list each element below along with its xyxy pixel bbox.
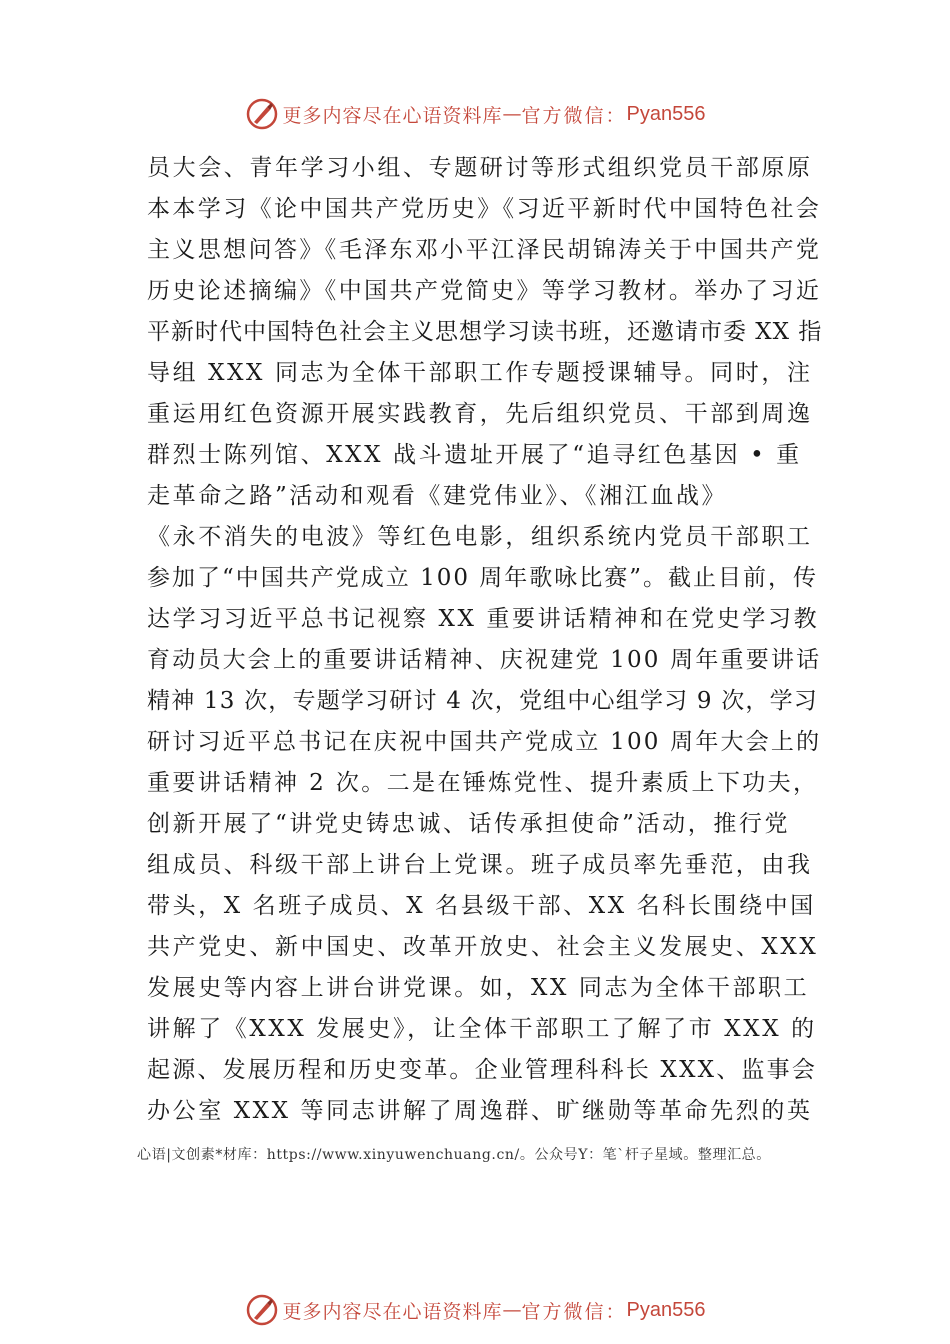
banner-separator: — — [502, 103, 522, 125]
body-line: 研讨习近平总书记在庆祝中国共产党成立 100 周年大会上的 — [147, 729, 822, 755]
banner-sub-text: 官方微信： — [521, 104, 627, 127]
pen-seal-icon — [245, 97, 279, 131]
body-line: 创新开展了“讲党史铸忠诚、话传承担使命”活动，推行党 — [147, 811, 791, 837]
banner-main-text: 更多内容尽在心语资料库 — [282, 104, 503, 127]
body-line: 重要讲话精神 2 次。二是在锤炼党性、提升素质上下功夫， — [147, 770, 819, 796]
banner-separator: — — [502, 1299, 522, 1321]
body-line: 导组 XXX 同志为全体干部职工作专题授课辅导。同时，注 — [147, 360, 813, 386]
banner-wechat-id: Pyan556 — [626, 102, 706, 125]
body-line: 精神 13 次，专题学习研讨 4 次，党组中心组学习 9 次，学习 — [147, 688, 818, 714]
document-body — [147, 148, 822, 1132]
banner-main-text: 更多内容尽在心语资料库 — [282, 1300, 503, 1323]
body-line: 历史论述摘编》《中国共产党简史》等学习教材。举办了习近 — [147, 278, 822, 304]
pen-seal-icon — [245, 1293, 279, 1327]
body-line: 本本学习《论中国共产党历史》《习近平新时代中国特色社会 — [147, 196, 822, 222]
body-line: 共产党史、新中国史、改革开放史、社会主义发展史、XXX — [147, 934, 819, 960]
banner-wechat-id: Pyan556 — [626, 1298, 706, 1321]
body-line: 员大会、青年学习小组、专题研讨等形式组织党员干部原原 — [147, 155, 813, 181]
body-line: 育动员大会上的重要讲话精神、庆祝建党 100 周年重要讲话 — [147, 647, 822, 673]
body-line: 组成员、科级干部上讲台上党课。班子成员率先垂范，由我 — [147, 852, 813, 878]
body-line: 参加了“中国共产党成立 100 周年歌咏比赛”。截止目前，传 — [147, 565, 819, 591]
body-line: 群烈士陈列馆、XXX 战斗遗址开展了“追寻红色基因 • 重 — [147, 442, 802, 468]
footer-banner — [0, 1290, 950, 1330]
banner-sub-text: 官方微信： — [521, 1300, 627, 1323]
body-line: 讲解了《XXX 发展史》，让全体干部职工了解了市 XXX 的 — [147, 1016, 817, 1042]
body-line: 平新时代中国特色社会主义思想学习读书班，还邀请市委 XX 指 — [147, 319, 823, 345]
body-line: 走革命之路”活动和观看《建党伟业》、《湘江血战》 — [147, 483, 728, 509]
body-line: 主义思想问答》《毛泽东邓小平江泽民胡锦涛关于中国共产党 — [147, 237, 822, 263]
body-line: 《永不消失的电波》等红色电影，组织系统内党员干部职工 — [147, 524, 813, 550]
body-line: 重运用红色资源开展实践教育，先后组织党员、干部到周逸 — [147, 401, 813, 427]
footer-note: 心语|文创素*材库：https://www.xinyuwenchuang.cn/。公众号Y：笔`杆子星域。整理汇总。 — [137, 1147, 771, 1163]
header-banner — [0, 94, 950, 134]
body-line: 发展史等内容上讲台讲党课。如，XX 同志为全体干部职工 — [147, 975, 810, 1001]
body-line: 办公室 XXX 等同志讲解了周逸群、旷继勋等革命先烈的英 — [147, 1098, 813, 1124]
body-line: 带头，X 名班子成员、X 名县级干部、XX 名科长围绕中国 — [147, 893, 816, 919]
body-line: 达学习习近平总书记视察 XX 重要讲话精神和在党史学习教 — [147, 606, 820, 632]
body-line: 起源、发展历程和历史变革。企业管理科科长 XXX、监事会 — [147, 1057, 818, 1083]
